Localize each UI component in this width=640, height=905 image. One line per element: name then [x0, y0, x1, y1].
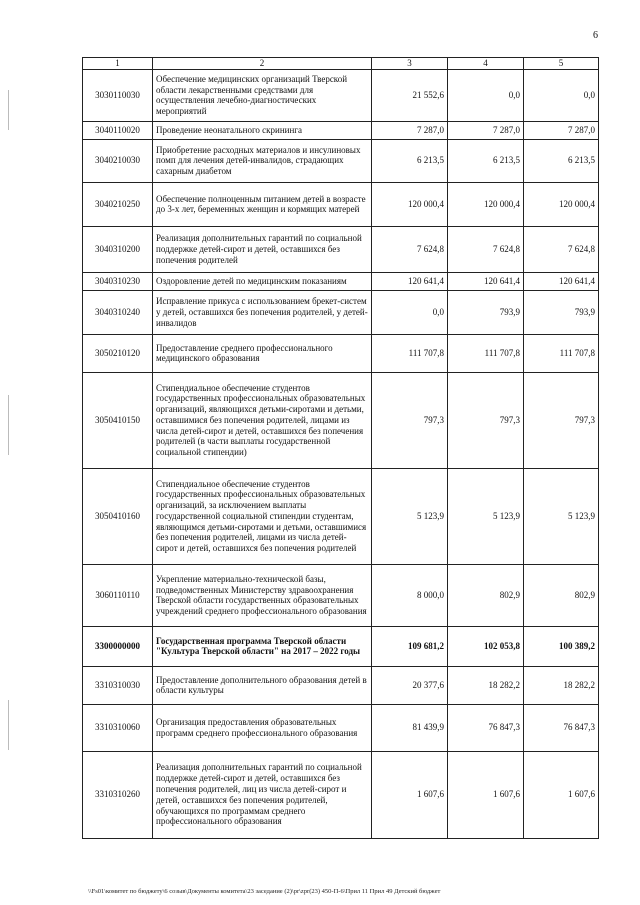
- row-value-col4: 120 000,4: [448, 182, 524, 226]
- row-value-col5: 6 213,5: [524, 139, 599, 182]
- column-header: 2: [153, 58, 372, 70]
- row-value-col5: 111 707,8: [524, 334, 599, 372]
- row-name: Укрепление материально-технической базы, подведомственных Министерству здравоохранения Тверской области государственных образовательных учреждений среднего профессионального образования: [153, 564, 372, 626]
- table-row: [83, 226, 599, 272]
- row-value-col4: 102 053,8: [448, 626, 524, 666]
- row-value-col4: 18 282,2: [448, 666, 524, 704]
- row-code: 3050210120: [83, 334, 153, 372]
- row-name: Стипендиальное обеспечение студентов государственных профессиональных образовательных организаций, являющихся детьми-сиротами и детьми, оставшимися без попечения родителей, лицами из числа детей-сирот и детей, оставшихся без попечения родителей (в части выплаты государственной социальной стипендии): [153, 372, 372, 468]
- row-value-col4: 76 847,3: [448, 704, 524, 751]
- row-code: 3030110030: [83, 69, 153, 121]
- table-row: [83, 704, 599, 751]
- row-name: Стипендиальное обеспечение студентов государственных профессиональных образовательных организаций, за исключением выплаты государственной социальной стипендии студентам, являющимся детьми-сиротами и детьми, оставшимися без попечения родителей, лицами из числа детей-сирот и детей, оставшихся без попечения родителей: [153, 468, 372, 564]
- table-row: [83, 564, 599, 626]
- row-name: Исправление прикуса с использованием брекет-систем у детей, оставшихся без попечения родителей, у детей-инвалидов: [153, 290, 372, 334]
- row-value-col4: 0,0: [448, 69, 524, 121]
- row-code: 3310310030: [83, 666, 153, 704]
- table-row: [83, 139, 599, 182]
- row-value-col4: 797,3: [448, 372, 524, 468]
- table-row: [83, 334, 599, 372]
- row-value-col3: 0,0: [372, 290, 448, 334]
- scan-margin-mark: [8, 700, 9, 750]
- row-value-col4: 120 641,4: [448, 272, 524, 290]
- row-value-col4: 802,9: [448, 564, 524, 626]
- table-row: [83, 272, 599, 290]
- table-row: [83, 69, 599, 121]
- row-value-col4: 5 123,9: [448, 468, 524, 564]
- row-code: 3060110110: [83, 564, 153, 626]
- column-header: 5: [524, 58, 599, 70]
- scan-margin-mark: [8, 395, 9, 455]
- budget-table: [82, 57, 599, 839]
- scan-margin-mark: [8, 90, 9, 130]
- row-code: 3040310240: [83, 290, 153, 334]
- row-code: 3310310060: [83, 704, 153, 751]
- row-code: 3040210250: [83, 182, 153, 226]
- row-value-col3: 120 641,4: [372, 272, 448, 290]
- column-header: 4: [448, 58, 524, 70]
- page-number: 6: [593, 30, 598, 41]
- row-value-col3: 20 377,6: [372, 666, 448, 704]
- row-value-col3: 7 287,0: [372, 121, 448, 139]
- row-value-col3: 109 681,2: [372, 626, 448, 666]
- table-row: [83, 626, 599, 666]
- row-value-col5: 76 847,3: [524, 704, 599, 751]
- row-value-col3: 6 213,5: [372, 139, 448, 182]
- row-name: Проведение неонатального скрининга: [153, 121, 372, 139]
- table-row: [83, 372, 599, 468]
- table-row: [83, 666, 599, 704]
- row-value-col3: 8 000,0: [372, 564, 448, 626]
- row-value-col4: 793,9: [448, 290, 524, 334]
- row-value-col4: 7 624,8: [448, 226, 524, 272]
- row-value-col5: 797,3: [524, 372, 599, 468]
- table-row: [83, 751, 599, 838]
- table-row: [83, 468, 599, 564]
- row-value-col3: 21 552,6: [372, 69, 448, 121]
- row-value-col5: 0,0: [524, 69, 599, 121]
- row-name: Обеспечение медицинских организаций Тверской области лекарственными средствами для осуществления лечебно-диагностических мероприятий: [153, 69, 372, 121]
- row-value-col5: 7 624,8: [524, 226, 599, 272]
- row-value-col3: 111 707,8: [372, 334, 448, 372]
- row-value-col4: 111 707,8: [448, 334, 524, 372]
- table-row: [83, 290, 599, 334]
- table-row: [83, 121, 599, 139]
- row-value-col4: 7 287,0: [448, 121, 524, 139]
- row-name: Реализация дополнительных гарантий по социальной поддержке детей-сирот и детей, оставшихся без попечения родителей: [153, 226, 372, 272]
- row-value-col5: 100 389,2: [524, 626, 599, 666]
- row-code: 3050410150: [83, 372, 153, 468]
- row-code: 3040310200: [83, 226, 153, 272]
- row-name: Оздоровление детей по медицинским показаниям: [153, 272, 372, 290]
- row-value-col4: 1 607,6: [448, 751, 524, 838]
- row-code: 3040310230: [83, 272, 153, 290]
- table-row: [83, 182, 599, 226]
- row-value-col5: 7 287,0: [524, 121, 599, 139]
- row-value-col4: 6 213,5: [448, 139, 524, 182]
- column-header: 1: [83, 58, 153, 70]
- row-name: Приобретение расходных материалов и инсулиновых помп для лечения детей-инвалидов, страдающих сахарным диабетом: [153, 139, 372, 182]
- table-header-row: [83, 58, 599, 70]
- row-name: Предоставление дополнительного образования детей в области культуры: [153, 666, 372, 704]
- row-value-col3: 5 123,9: [372, 468, 448, 564]
- row-name: Организация предоставления образовательных программ среднего профессионального образования: [153, 704, 372, 751]
- row-code: 3300000000: [83, 626, 153, 666]
- row-name: Обеспечение полноценным питанием детей в возрасте до 3-х лет, беременных женщин и кормящих матерей: [153, 182, 372, 226]
- row-value-col3: 797,3: [372, 372, 448, 468]
- row-value-col5: 1 607,6: [524, 751, 599, 838]
- row-name: Предоставление среднего профессионального медицинского образования: [153, 334, 372, 372]
- row-value-col3: 7 624,8: [372, 226, 448, 272]
- row-code: 3050410160: [83, 468, 153, 564]
- file-path-footer: \\Fs01\комитет по бюджету\6 созыв\Документы комитета\23 заседание (2)\pr\zpr(23) 450-П-6\Прил 11 Прил 49 Детский бюджет: [88, 888, 441, 895]
- row-value-col5: 18 282,2: [524, 666, 599, 704]
- row-name: Государственная программа Тверской области "Культура Тверской области" на 2017 – 2022 годы: [153, 626, 372, 666]
- row-value-col5: 802,9: [524, 564, 599, 626]
- row-value-col5: 120 641,4: [524, 272, 599, 290]
- row-code: 3040110020: [83, 121, 153, 139]
- row-value-col3: 81 439,9: [372, 704, 448, 751]
- row-code: 3310310260: [83, 751, 153, 838]
- row-value-col5: 120 000,4: [524, 182, 599, 226]
- row-value-col3: 1 607,6: [372, 751, 448, 838]
- row-value-col3: 120 000,4: [372, 182, 448, 226]
- row-value-col5: 793,9: [524, 290, 599, 334]
- column-header: 3: [372, 58, 448, 70]
- row-code: 3040210030: [83, 139, 153, 182]
- row-name: Реализация дополнительных гарантий по социальной поддержке детей-сирот и детей, оставшихся без попечения родителей, лиц из числа детей-сирот и детей, оставшихся без попечения родителей, обучающихся по программам среднего профессионального образования: [153, 751, 372, 838]
- row-value-col5: 5 123,9: [524, 468, 599, 564]
